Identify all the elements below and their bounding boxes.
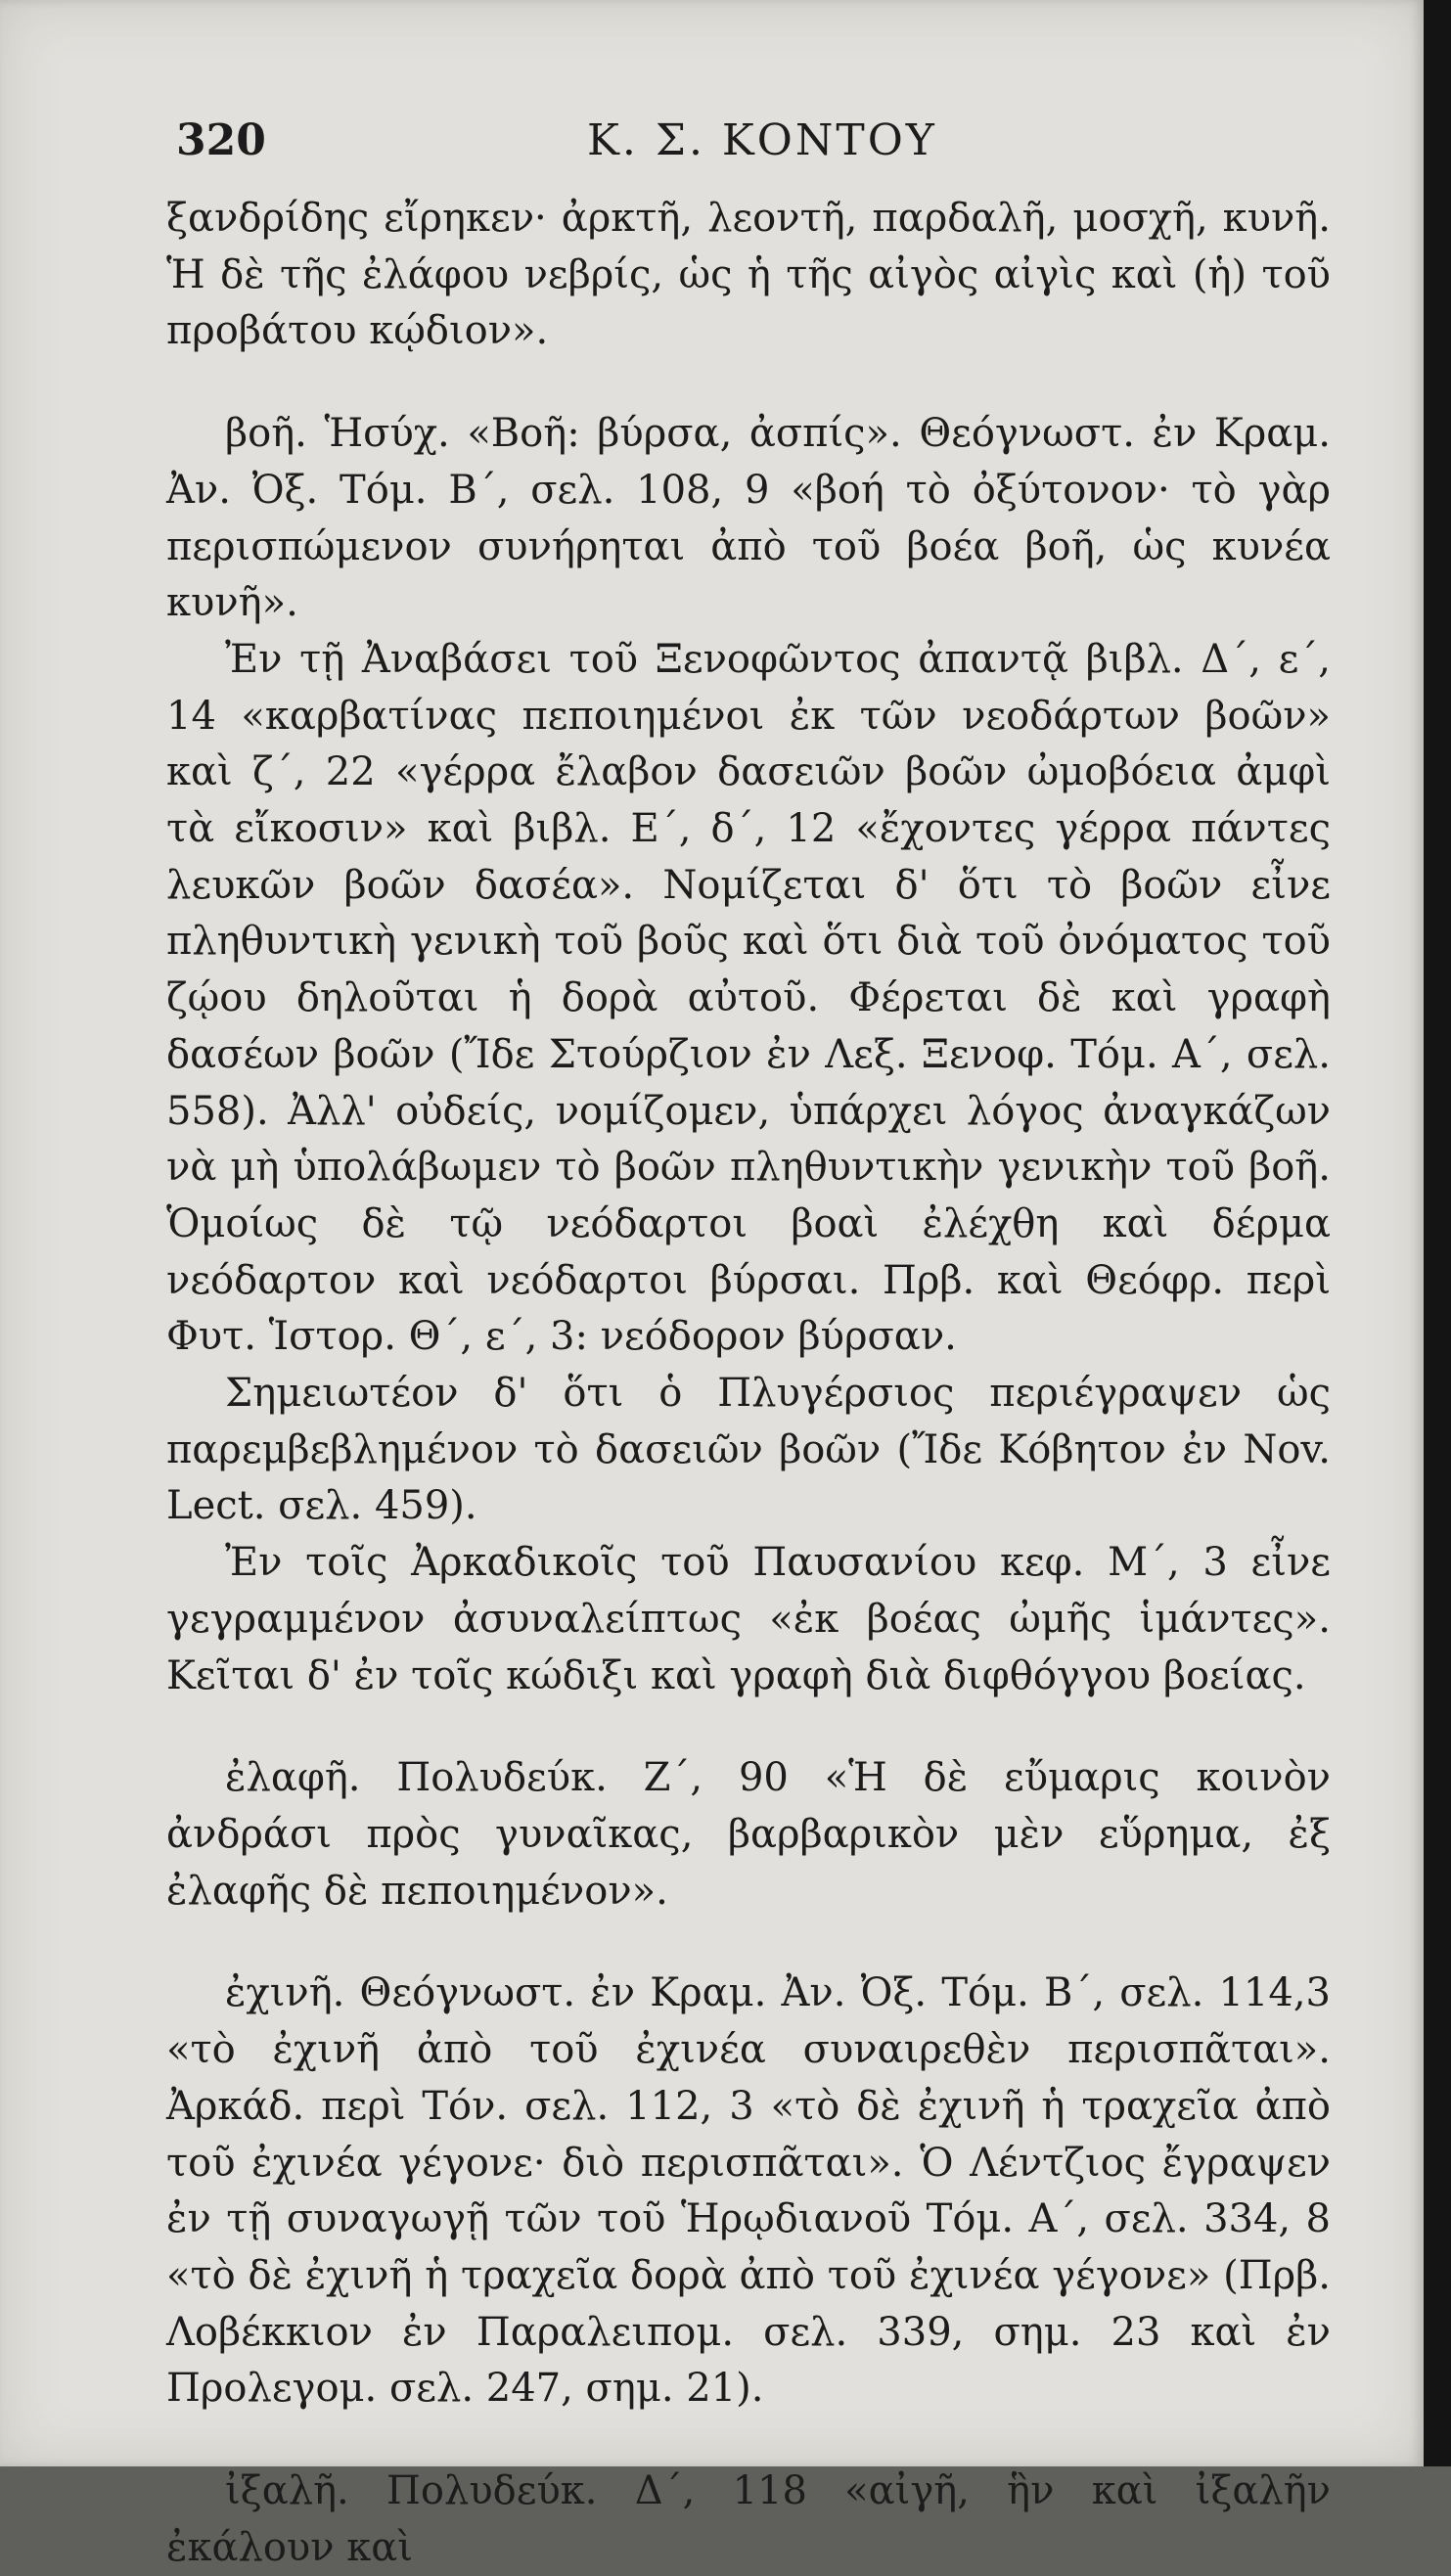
page-header — [176, 115, 1262, 174]
entry-elaphe: ἐλαφῆ. Πολυδεύκ. Ζ΄, 90 «Ἡ δὲ εὔμαρις κοινὸν ἀνδράσι πρὸς γυναῖκας, βαρβαρικὸν μὲν εὕρημα, ἐξ ἐλαφῆς δὲ πεποιημένον». — [166, 1755, 1331, 1914]
paragraph-continuation: ξανδρίδης εἴρηκεν· ἀρκτῆ, λεοντῆ, παρδαλῆ, μοσχῆ, κυνῆ. Ἡ δὲ τῆς ἐλάφου νεβρίς, ὡς ἡ τῆς αἰγὸς αἰγὶς καὶ (ἡ) τοῦ προβάτου κῴδιον». — [166, 196, 1331, 354]
paragraph-note: Σημειωτέον δ' ὅτι ὁ Πλυγέρσιος περιέγραψεν ὡς παρεμβεβλημένον τὸ δασειῶν βοῶν (Ἴδε Κόβητον ἐν Nov. Lect. σελ. 459). — [166, 1371, 1331, 1529]
page-number: 320 — [176, 115, 266, 165]
entry-ixale: ἰξαλῆ. Πολυδεύκ. Δ΄, 118 «αἰγῆ, ἣν καὶ ἰξαλῆν ἐκάλουν καὶ — [166, 2468, 1331, 2570]
running-head: Κ. Σ. ΚΟΝΤΟΥ — [587, 115, 937, 165]
body-text — [166, 191, 1331, 2576]
entry-boe: βοῆ. Ἡσύχ. «Βοῆ: βύρσα, ἀσπίς». Θεόγνωστ. ἐν Κραμ. Ἀν. Ὀξ. Τόμ. Β΄, σελ. 108, 9 «βοή τὸ ὀξύτονον· τὸ γὰρ περισπώμενον συνήρηται ἀπὸ τοῦ βοέα βοῆ, ὡς κυνέα κυνῆ». — [166, 411, 1331, 626]
entry-echine: ἐχινῆ. Θεόγνωστ. ἐν Κραμ. Ἀν. Ὀξ. Τόμ. Β΄, σελ. 114,3 «τὸ ἐχινῆ ἀπὸ τοῦ ἐχινέα συναιρεθὲν περισπᾶται». Ἀρκάδ. περὶ Τόν. σελ. 112, 3 «τὸ δὲ ἐχινῆ ἡ τραχεῖα ἀπὸ τοῦ ἐχινέα γέγονε· διὸ περισπᾶται». Ὁ Λέντζιος ἔγραψεν ἐν τῇ συναγωγῇ τῶν τοῦ Ἡρῳδιανοῦ Τόμ. Α΄, σελ. 334, 8 «τὸ δὲ ἐχινῆ ἡ τραχεῖα δορὰ ἀπὸ τοῦ ἐχινέα γέγονε» (Πρβ. Λοβέκκιον ἐν Παραλειπομ. σελ. 339, σημ. 23 καὶ ἐν Προλεγομ. σελ. 247, σημ. 21). — [166, 1970, 1331, 2412]
page-edge-shadow — [1424, 0, 1451, 2466]
paragraph-pausanias: Ἐν τοῖς Ἀρκαδικοῖς τοῦ Παυσανίου κεφ. Μ΄, 3 εἶνε γεγραμμένον ἀσυναλείπτως «ἐκ βοέας ὠμῆς ἱμάντες». Κεῖται δ' ἐν τοῖς κώδιξι καὶ γραφὴ διὰ διφθόγγου βοείας. — [166, 1540, 1331, 1698]
paragraph-anabasis: Ἐν τῇ Ἀναβάσει τοῦ Ξενοφῶντος ἀπαντᾷ βιβλ. Δ΄, ε΄, 14 «καρβατίνας πεποιημένοι ἐκ τῶν νεοδάρτων βοῶν» καὶ ζ΄, 22 «γέρρα ἔλαβον δασειῶν βοῶν ὠμοβόεια ἀμφὶ τὰ εἴκοσιν» καὶ βιβλ. Ε΄, δ΄, 12 «ἔχοντες γέρρα πάντες λευκῶν βοῶν δασέα». Νομίζεται δ' ὅτι τὸ βοῶν εἶνε πληθυντικὴ γενικὴ τοῦ βοῦς καὶ ὅτι διὰ τοῦ ὀνόματος τοῦ ζῴου δηλοῦται ἡ δορὰ αὐτοῦ. Φέρεται δὲ καὶ γραφὴ δασέων βοῶν (Ἴδε Στούρζιον ἐν Λεξ. Ξενοφ. Τόμ. Α΄, σελ. 558). Ἀλλ' οὐδείς, νομίζομεν, ὑπάρχει λόγος ἀναγκάζων νὰ μὴ ὑπολάβωμεν τὸ βοῶν πληθυντικὴν γενικὴν τοῦ βοῆ. Ὁμοίως δὲ τῷ νεόδαρτοι βοαὶ ἐλέχθη καὶ δέρμα νεόδαρτον καὶ νεόδαρτοι βύρσαι. Πρβ. καὶ Θεόφρ. περὶ Φυτ. Ἱστορ. Θ΄, ε΄, 3: νεόδορον βύρσαν. — [166, 636, 1331, 1360]
